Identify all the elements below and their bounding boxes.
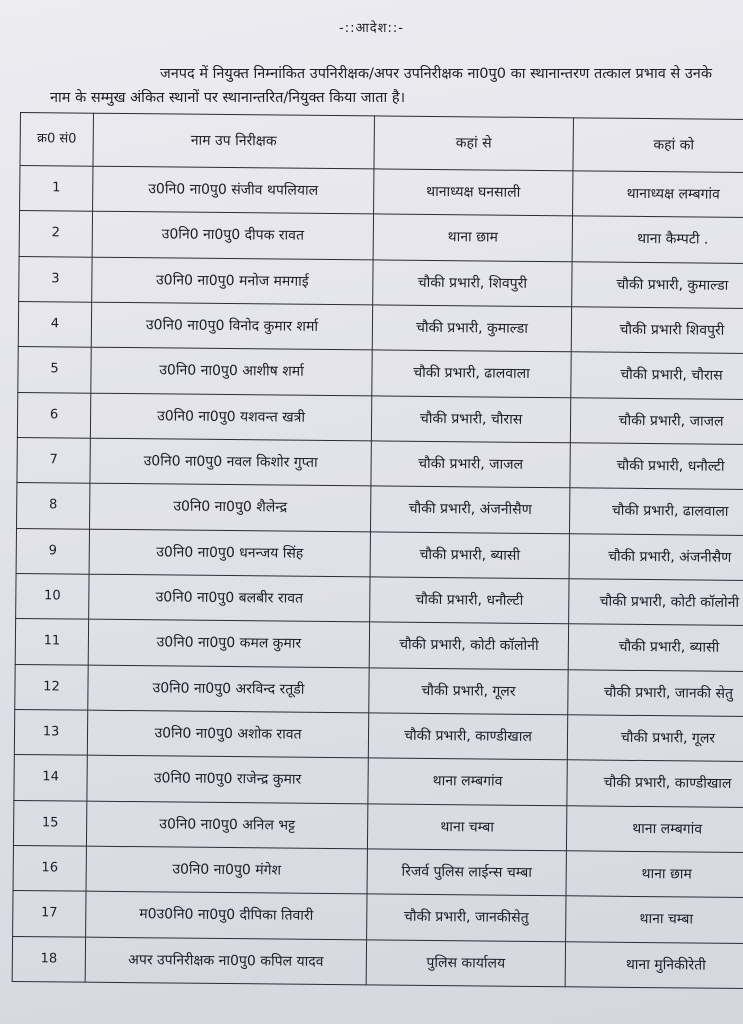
cell-to: चौकी प्रभारी, धनौल्टी [570, 443, 743, 490]
cell-serial-number: 8 [17, 483, 90, 529]
cell-serial-number: 10 [16, 573, 89, 619]
table-row [15, 619, 743, 672]
cell-from: रिजर्व पुलिस लाईन्स चम्बा [367, 849, 566, 896]
cell-name: उ0नि0 ना0पु0 विनोद कुमार शर्मा [91, 302, 372, 350]
cell-to: चौकी प्रभारी, कुमाल्डा [572, 261, 743, 308]
table-body [12, 166, 743, 989]
cell-from: थाना छाम [373, 214, 572, 261]
table-row [18, 301, 743, 354]
cell-from: चौकी प्रभारी, गूलर [369, 667, 568, 714]
header-from: कहां से [374, 116, 573, 171]
header-serial-number: क्र0 सं0 [20, 113, 94, 167]
table-row [17, 392, 743, 445]
cell-serial-number: 3 [19, 256, 92, 302]
cell-serial-number: 1 [20, 166, 93, 212]
table-row [14, 709, 743, 762]
cell-from: पुलिस कार्यालय [366, 939, 565, 986]
table-row [13, 800, 743, 853]
cell-serial-number: 4 [18, 301, 91, 347]
cell-name: उ0नि0 ना0पु0 बलबीर रावत [89, 574, 370, 622]
cell-from: थाना लम्बगांव [368, 758, 567, 805]
cell-name: उ0नि0 ना0पु0 मनोज ममगाई [92, 257, 373, 305]
intro-paragraph [50, 62, 720, 110]
cell-to: चौकी प्रभारी, अंजनीसैण [569, 533, 743, 580]
cell-serial-number: 2 [19, 211, 92, 257]
cell-from: थानाध्यक्ष घनसाली [374, 169, 573, 216]
cell-to: थाना कैम्पटी . [572, 216, 743, 263]
table-header-row [20, 113, 743, 173]
transfer-table [12, 112, 743, 989]
cell-to: थाना मुनिकीरेती [565, 941, 743, 988]
cell-serial-number: 5 [18, 347, 91, 393]
table-row [13, 891, 743, 944]
table-row [13, 845, 743, 898]
cell-serial-number: 13 [14, 709, 87, 755]
cell-serial-number: 6 [17, 392, 90, 438]
cell-name: उ0नि0 ना0पु0 धनन्जय सिंह [89, 529, 370, 577]
cell-name: उ0नि0 ना0पु0 यशवन्त खत्री [90, 393, 371, 441]
cell-from: थाना चम्बा [367, 803, 566, 850]
table-row [20, 166, 743, 219]
cell-to: थाना छाम [566, 851, 743, 898]
table-row [16, 573, 743, 626]
header-to: कहां को [573, 118, 743, 173]
table-row [15, 664, 743, 717]
order-title: -::आदेश::- [339, 21, 404, 36]
cell-serial-number: 16 [13, 845, 86, 891]
cell-to: चौकी प्रभारी, जानकी सेतु [568, 669, 743, 716]
cell-from: चौकी प्रभारी, धनौल्टी [370, 577, 569, 624]
cell-from: चौकी प्रभारी, ढालवाला [372, 350, 571, 397]
cell-from: चौकी प्रभारी, कुमाल्डा [372, 305, 571, 352]
cell-to: चौकी प्रभारी शिवपुरी [571, 307, 743, 354]
table-row [19, 256, 743, 309]
header-name: नाम उप निरीक्षक [93, 113, 374, 169]
cell-from: चौकी प्रभारी, अंजनीसैण [370, 486, 569, 533]
cell-name: उ0नि0 ना0पु0 शैलेन्द्र [90, 483, 371, 531]
cell-name: उ0नि0 ना0पु0 अशोक रावत [87, 710, 368, 758]
cell-serial-number: 17 [13, 891, 86, 937]
cell-name: उ0नि0 ना0पु0 कमल कुमार [88, 619, 369, 667]
cell-from: चौकी प्रभारी, कोटी कॉलोनी [369, 622, 568, 669]
cell-to: चौकी प्रभारी, ब्यासी [568, 624, 743, 671]
cell-to: चौकी प्रभारी, चौरास [571, 352, 743, 399]
cell-name: उ0नि0 ना0पु0 राजेन्द्र कुमार [87, 755, 368, 803]
table-row [16, 528, 743, 581]
cell-serial-number: 12 [15, 664, 88, 710]
cell-to: थाना चम्बा [566, 896, 743, 943]
cell-from: चौकी प्रभारी, जानकीसेतु [367, 894, 566, 941]
cell-name: म0उ0नि0 ना0पु0 दीपिका तिवारी [86, 891, 367, 939]
table-row [14, 755, 743, 808]
cell-from: चौकी प्रभारी, चौरास [371, 396, 570, 443]
cell-to: चौकी प्रभारी, कोटी कॉलोनी [569, 579, 743, 626]
table-row [19, 211, 743, 264]
cell-name: उ0नि0 ना0पु0 अरविन्द रतूडी [88, 665, 369, 713]
cell-from: चौकी प्रभारी, जाजल [371, 441, 570, 488]
cell-name: उ0नि0 ना0पु0 अनिल भट्ट [86, 801, 367, 849]
table-row [18, 347, 743, 400]
cell-name: उ0नि0 ना0पु0 आशीष शर्मा [91, 348, 372, 396]
cell-name: उ0नि0 ना0पु0 संजीव थपलियाल [93, 166, 374, 214]
cell-from: चौकी प्रभारी, शिवपुरी [373, 260, 572, 307]
cell-to: चौकी प्रभारी, काण्डीखाल [567, 760, 743, 807]
cell-serial-number: 11 [15, 619, 88, 665]
cell-name: अपर उपनिरीक्षक ना0पु0 कपिल यादव [85, 937, 366, 985]
cell-to: थाना लम्बगांव [566, 805, 743, 852]
table-row [12, 936, 743, 989]
cell-serial-number: 18 [12, 936, 85, 982]
table-row [17, 483, 743, 536]
cell-serial-number: 9 [16, 528, 89, 574]
cell-from: चौकी प्रभारी, काण्डीखाल [368, 713, 567, 760]
cell-serial-number: 15 [13, 800, 86, 846]
cell-to: चौकी प्रभारी, जाजल [570, 397, 743, 444]
table-row [17, 437, 743, 490]
cell-from: चौकी प्रभारी, ब्यासी [370, 532, 569, 579]
cell-to: चौकी प्रभारी, गूलर [567, 715, 743, 762]
cell-name: उ0नि0 ना0पु0 नवल किशोर गुप्ता [90, 438, 371, 486]
cell-serial-number: 14 [14, 755, 87, 801]
cell-to: चौकी प्रभारी, ढालवाला [569, 488, 743, 535]
intro-text: जनपद में नियुक्त निम्नांकित उपनिरीक्षक/अपर उपनिरीक्षक ना0पु0 का स्थानान्तरण तत्काल प्रभाव से उनके नाम के सम्मुख अंकित स्थानों पर स्थानान्तरित/नियुक्त किया जाता है। [50, 66, 712, 106]
cell-to: थानाध्यक्ष लम्बगांव [573, 171, 743, 218]
cell-name: उ0नि0 ना0पु0 मंगेश [86, 846, 367, 894]
cell-name: उ0नि0 ना0पु0 दीपक रावत [92, 212, 373, 260]
cell-serial-number: 7 [17, 437, 90, 483]
